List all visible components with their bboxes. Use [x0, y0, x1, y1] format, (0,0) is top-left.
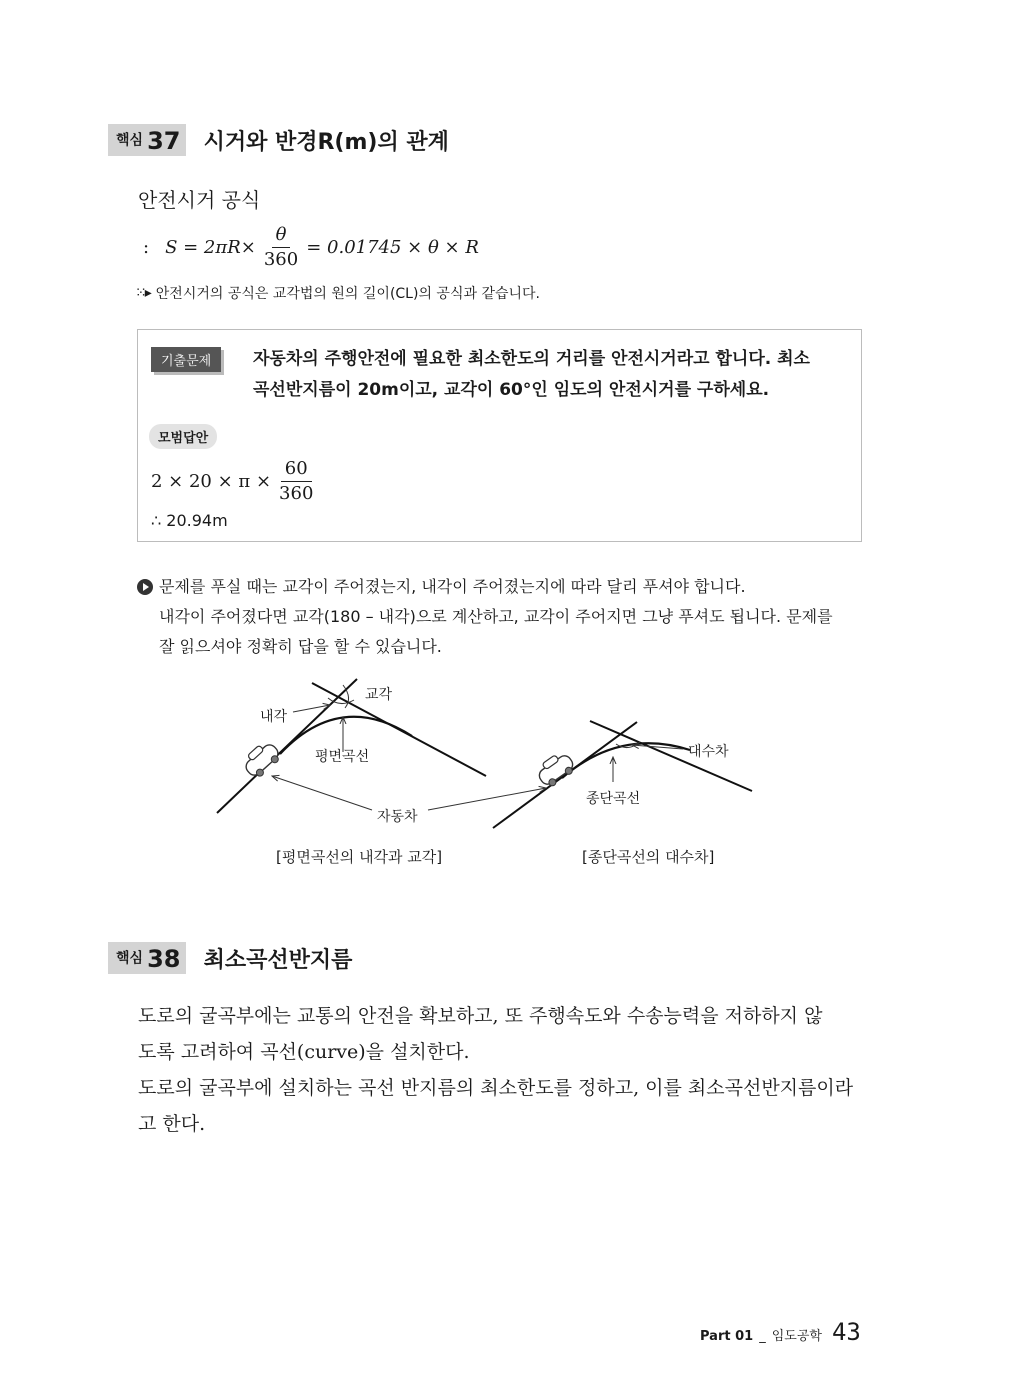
exam-tag: 기출문제 [151, 347, 221, 372]
formula-note [135, 283, 540, 303]
tip-line: 문제를 푸실 때는 교각이 주어졌는지, 내각이 주어졌는지에 따라 달리 푸셔야 합니다. [159, 577, 746, 596]
section-38-header [108, 942, 352, 974]
caption-left: [평면곡선의 내각과 교각] [276, 848, 443, 866]
caption-right: [종단곡선의 대수차] [582, 848, 715, 866]
tip-line: 내각이 주어졌다면 교각(180 – 내각)으로 계산하고, 교각이 주어지면 그냥 푸셔도 됩니다. 문제를 [159, 607, 833, 626]
note-text: 안전시거의 공식은 교각법의 원의 길이(CL)의 공식과 같습니다. [155, 286, 540, 302]
label-interior-angle: 내각 [260, 709, 288, 725]
tip-block [137, 572, 833, 662]
label-algebraic-difference: 대수차 [688, 744, 729, 760]
formula-fraction [260, 223, 302, 272]
page-number: 43 [831, 1318, 861, 1346]
answer-tag: 모범답안 [149, 424, 217, 449]
answer-left: 2 × 20 × π × [151, 470, 272, 492]
car-icon [240, 738, 283, 780]
label-intersection-angle: 교각 [365, 687, 393, 703]
dots-icon: ⁙▸ [135, 285, 150, 301]
footer-subject: 임도공학 [771, 1329, 822, 1344]
formula-prefix: : [143, 236, 150, 258]
formula [143, 222, 479, 272]
section-38-body [138, 998, 853, 1142]
formula-heading: 안전시거 공식 [138, 188, 261, 212]
answer-numerator: 60 [281, 457, 312, 482]
car-icon [534, 749, 578, 790]
car-leader-left [272, 776, 372, 810]
answer-result: ∴ 20.94m [151, 511, 228, 530]
answer-fraction [275, 457, 317, 506]
section-badge [108, 942, 186, 974]
section-title: 최소곡선반지름 [203, 948, 353, 973]
label-horizontal-curve: 평면곡선 [315, 749, 370, 765]
label-car: 자동차 [377, 809, 418, 825]
badge-number: 37 [147, 126, 181, 155]
formula-right: = 0.01745 × θ × R [306, 236, 479, 258]
play-circle-icon [137, 579, 153, 595]
body-line: 도록 고려하여 곡선(curve)을 설치한다. [138, 1041, 470, 1063]
footer-separator: _ [759, 1329, 766, 1344]
exam-question [253, 344, 810, 406]
formula-numerator: θ [272, 223, 291, 248]
section-37-header [108, 124, 449, 156]
formula-denominator: 360 [263, 248, 299, 270]
answer-formula [151, 456, 321, 506]
badge-number: 38 [147, 944, 181, 973]
body-line: 도로의 굴곡부에는 교통의 안전을 확보하고, 또 주행속도와 수송능력을 저하하지 않 [138, 1005, 823, 1027]
exam-box [137, 329, 862, 542]
formula-left: S = 2πR× [165, 236, 256, 258]
question-line: 자동차의 주행안전에 필요한 최소한도의 거리를 안전시거라고 합니다. 최소 [253, 349, 810, 369]
section-badge [108, 124, 186, 156]
tip-line: 잘 읽으셔야 정확히 답을 할 수 있습니다. [159, 637, 442, 656]
body-line: 도로의 굴곡부에 설치하는 곡선 반지름의 최소한도를 정하고, 이를 최소곡선반지름이라 [138, 1077, 854, 1099]
section-title: 시거와 반경R(m)의 관계 [203, 130, 449, 155]
footer-part: Part 01 [700, 1329, 754, 1344]
page-footer [700, 1318, 861, 1346]
question-line: 곡선반지름이 20m이고, 교각이 60°인 임도의 안전시거를 구하세요. [253, 380, 770, 400]
badge-label: 핵심 [116, 950, 144, 967]
badge-label: 핵심 [116, 132, 144, 149]
label-vertical-curve: 종단곡선 [586, 791, 641, 807]
answer-denominator: 360 [279, 482, 314, 504]
car-leader-right [428, 788, 546, 810]
body-line: 고 한다. [138, 1113, 206, 1135]
